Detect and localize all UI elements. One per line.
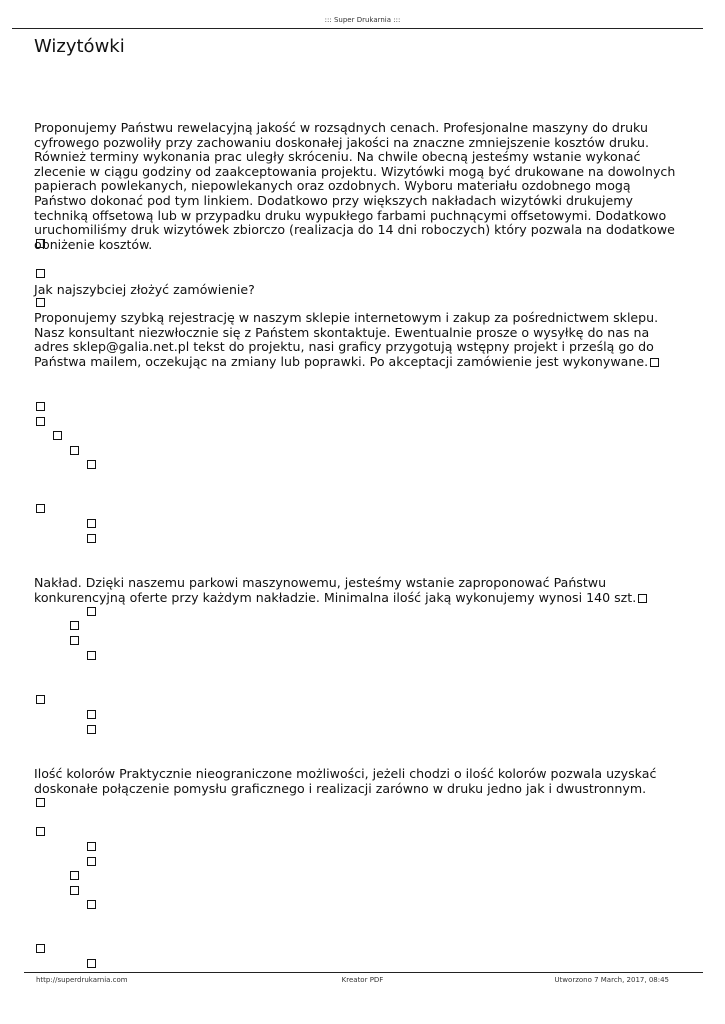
missing-glyph-box bbox=[36, 827, 45, 836]
missing-glyph-box bbox=[36, 944, 45, 953]
colors-paragraph bbox=[34, 767, 684, 796]
colors-text: Ilość kolorów Praktycznie nieograniczone możliwości, jeżeli chodzi o ilość kolorów pozwala uzyskać doskonałe połączenie pomysłu graficznego i realizacji zarówno w druku jedno jak i dwustronnym. bbox=[34, 766, 657, 796]
missing-glyph-box bbox=[638, 594, 647, 603]
missing-glyph-box bbox=[87, 460, 96, 469]
footer-site-link[interactable]: http://superdrukarnia.com bbox=[36, 976, 128, 984]
missing-glyph-box bbox=[87, 651, 96, 660]
missing-glyph-box bbox=[87, 857, 96, 866]
order-text: Proponujemy szybką rejestrację w naszym sklepie internetowym i zakup za pośrednictwem sklepu. Nasz konsultant niezwłocznie się z Państem skontaktuje. Ewentualnie prosze o wysyłkę do nas na adres sklep@galia.net.pl tekst do projektu, nasi graficy przygotują wstępny projekt i prześlą go do Państwa mailem, oczekując na zmiany lub poprawki. Po akceptacji zamówienie jest wykonywane. bbox=[34, 310, 659, 369]
missing-glyph-box bbox=[36, 417, 45, 426]
missing-glyph-box bbox=[53, 431, 62, 440]
naklad-text: Nakład. Dzięki naszemu parkowi maszynowemu, jesteśmy wstanie zaproponować Państwu konkurencyjną oferte przy każdym nakładzie. Minimalna ilość jaką wykonujemy wynosi 140 szt. bbox=[34, 575, 637, 605]
site-header: ::: Super Drukarnia ::: bbox=[324, 16, 401, 24]
order-paragraph bbox=[34, 311, 684, 369]
missing-glyph-box bbox=[70, 621, 79, 630]
missing-glyph-box bbox=[36, 269, 45, 278]
footer-rule bbox=[24, 972, 703, 973]
missing-glyph-box bbox=[36, 298, 45, 307]
missing-glyph-box bbox=[87, 607, 96, 616]
missing-glyph-box bbox=[87, 710, 96, 719]
missing-glyph-box bbox=[70, 636, 79, 645]
missing-glyph-box bbox=[87, 900, 96, 909]
missing-glyph-box bbox=[87, 725, 96, 734]
missing-glyph-box bbox=[87, 519, 96, 528]
footer-created-date: Utworzono 7 March, 2017, 08:45 bbox=[554, 976, 669, 984]
intro-paragraph bbox=[34, 121, 684, 252]
missing-glyph-box bbox=[70, 871, 79, 880]
missing-glyph-box bbox=[70, 446, 79, 455]
missing-glyph-box bbox=[36, 239, 45, 248]
missing-glyph-box bbox=[36, 798, 45, 807]
page-title: Wizytówki bbox=[34, 36, 125, 57]
missing-glyph-box bbox=[87, 959, 96, 968]
missing-glyph-box bbox=[36, 695, 45, 704]
missing-glyph-box bbox=[87, 842, 96, 851]
naklad-paragraph bbox=[34, 576, 684, 605]
missing-glyph-box bbox=[87, 534, 96, 543]
missing-glyph-box bbox=[650, 358, 659, 367]
missing-glyph-box bbox=[36, 504, 45, 513]
order-question: Jak najszybciej złożyć zamówienie? bbox=[34, 282, 255, 297]
footer-creator: Kreator PDF bbox=[341, 976, 384, 984]
intro-text: Proponujemy Państwu rewelacyjną jakość w rozsądnych cenach. Profesjonalne maszyny do druku cyfrowego pozwoliły przy zachowaniu doskonałej jakości na znaczne zmniejszenie kosztów druku. Również terminy wykonania prac uległy skróceniu. Na chwile obecną jesteśmy wstanie wykonać zlecenie w ciągu godziny od zaakceptowania projektu. Wizytówki mogą być drukowane na dowolnych papierach powlekanych, niepowlekanych oraz ozdobnych. Wyboru materiału ozdobnego mogą Państwo dokonać pod tym linkiem. Dodatkowo przy większych nakładach wizytówki drukujemy techniką offsetową lub w przypadku druku wypukłego farbami puchnącymi offsetowymi. Dodatkowo uruchomiliśmy druk wizytówek zbiorczo (realizacja do 14 dni roboczych) który pozwala na dodatkowe obniżenie kosztów. bbox=[34, 120, 676, 252]
missing-glyph-box bbox=[36, 402, 45, 411]
missing-glyph-box bbox=[70, 886, 79, 895]
header-rule bbox=[12, 28, 703, 29]
